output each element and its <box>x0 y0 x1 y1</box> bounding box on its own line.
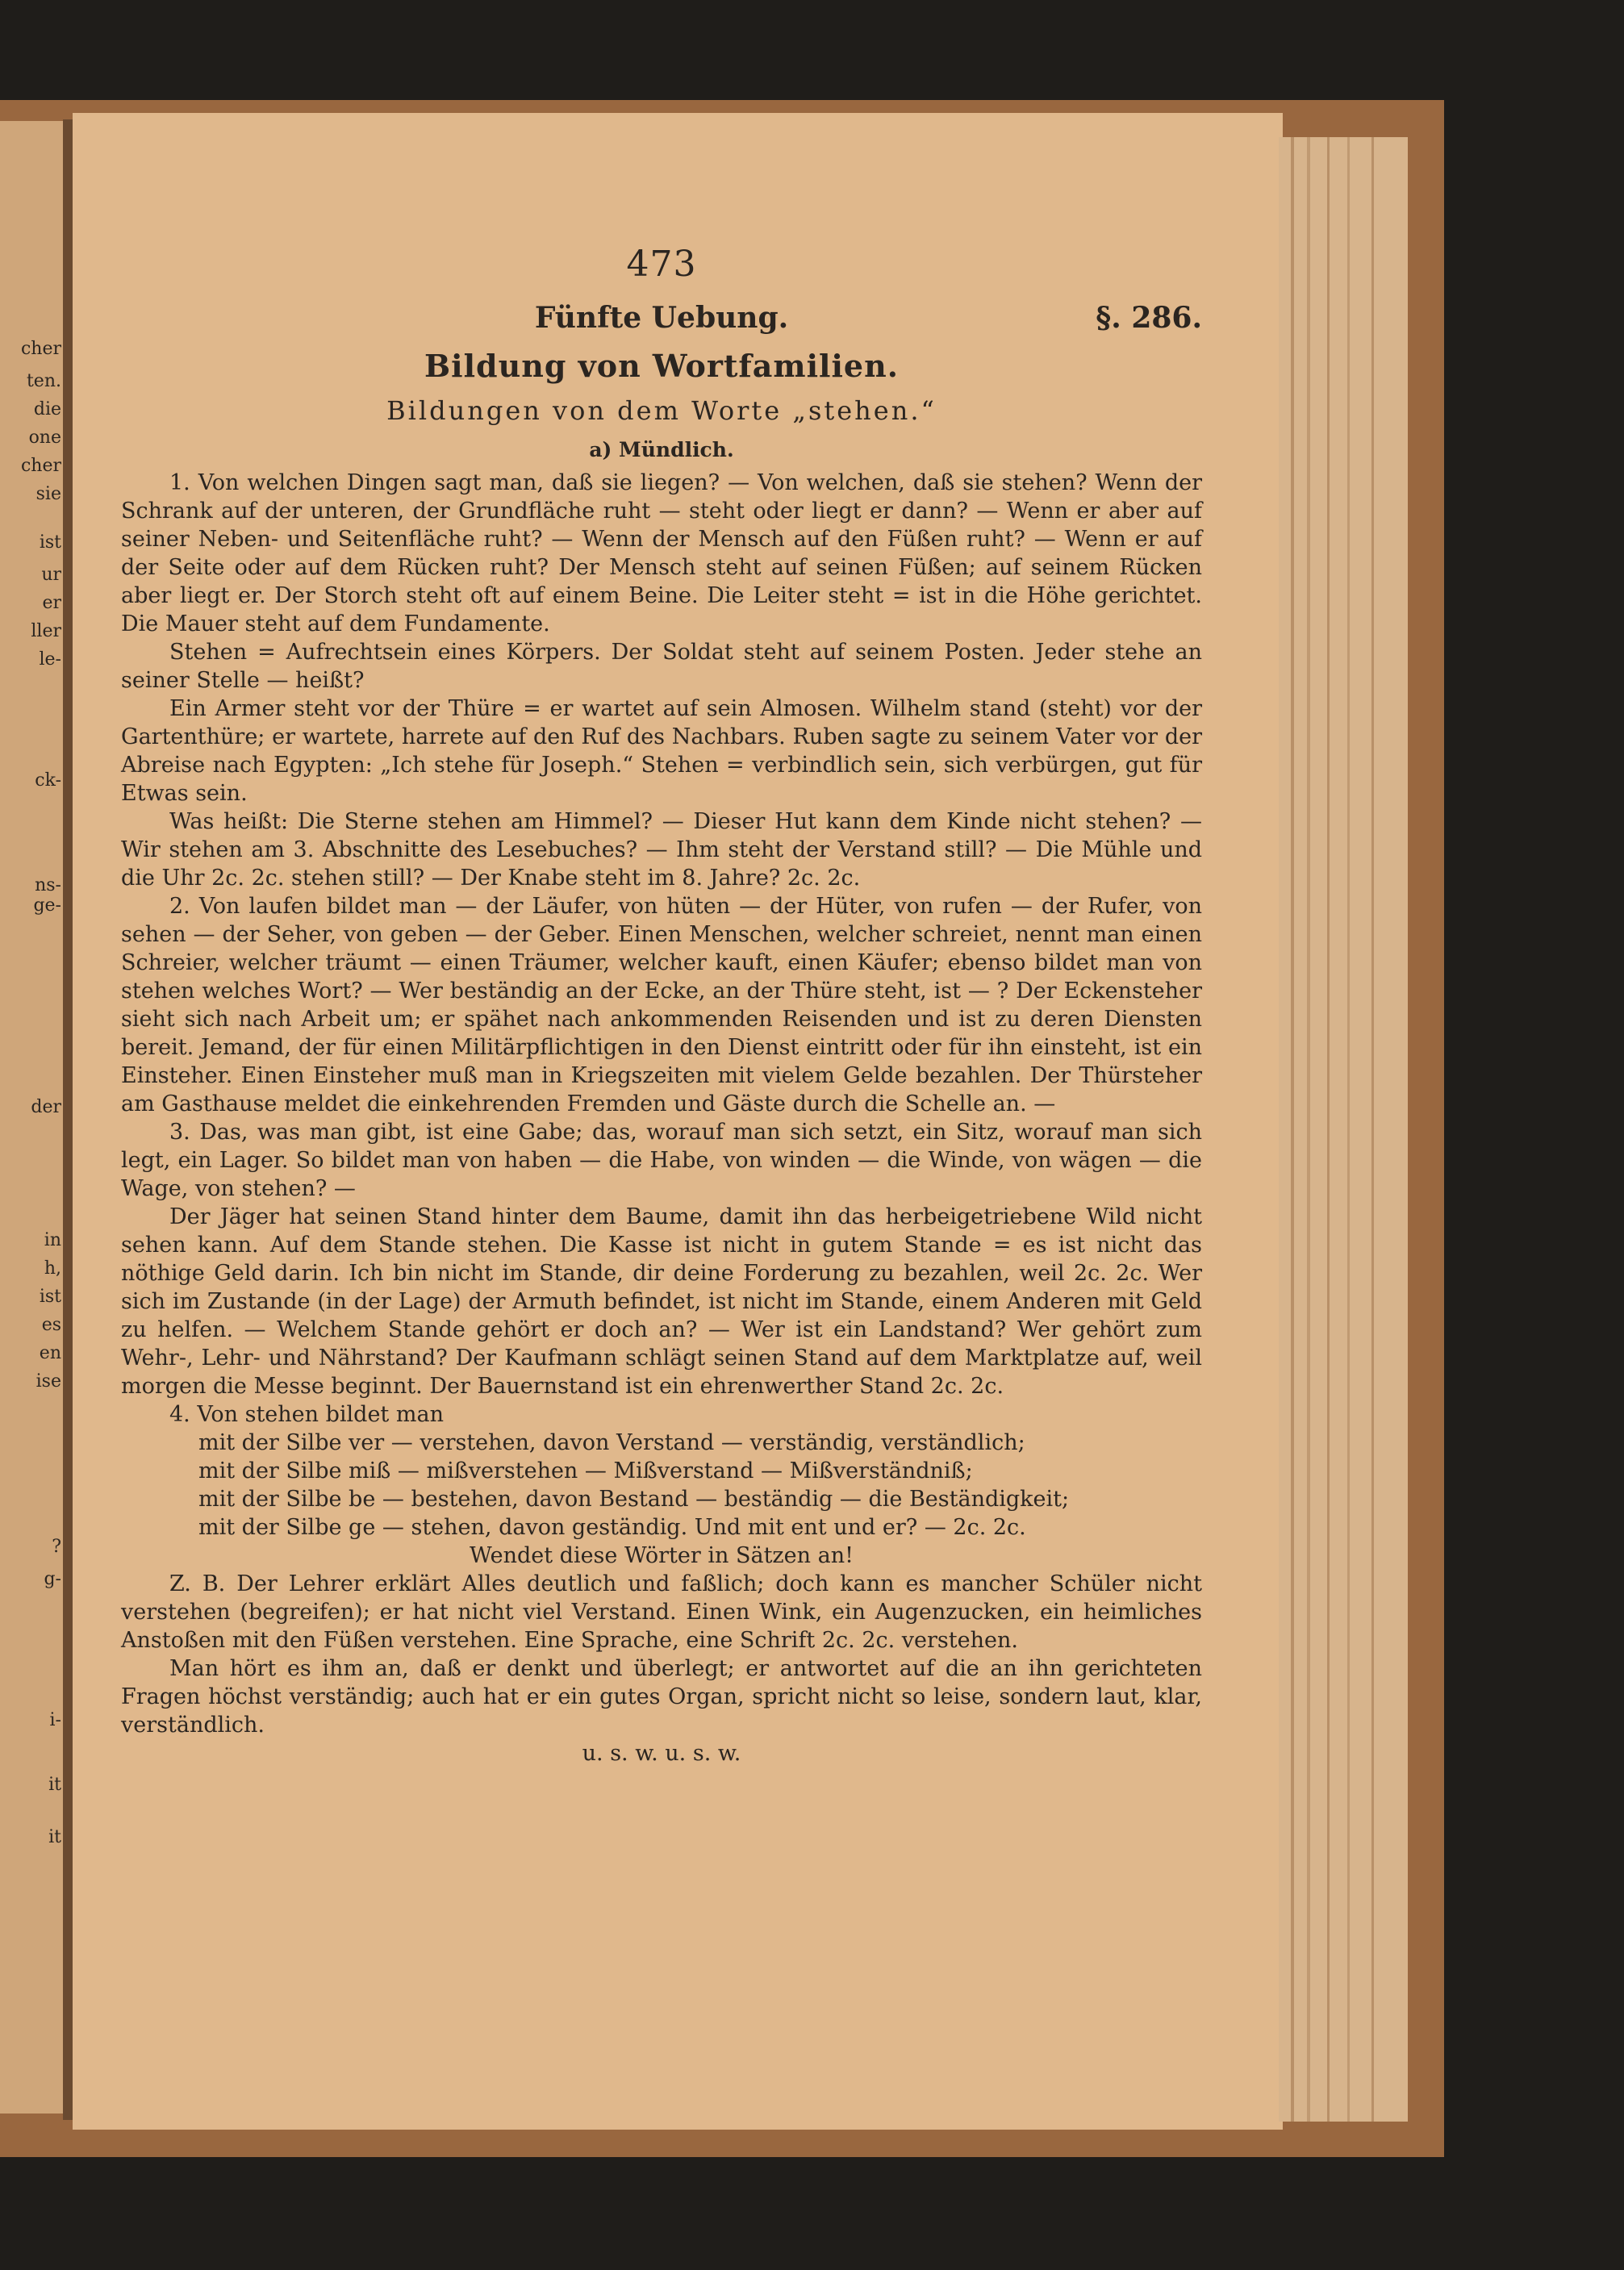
part-label: a) Mündlich. <box>589 438 734 461</box>
left-page-fragment: it <box>48 1827 61 1847</box>
page-number: 473 <box>626 244 697 285</box>
left-page-fragment: h, <box>44 1258 61 1279</box>
left-page-fragment: ise <box>35 1371 61 1392</box>
paragraph-16: u. s. w. u. s. w. <box>582 1741 741 1766</box>
left-page-fragment: ist <box>39 532 61 553</box>
paragraph-8: 4. Von stehen bildet man <box>169 1402 444 1427</box>
paragraph-3: Ein Armer steht vor der Thüre = er wartet auf sein Almosen. Wilhelm stand (steht) vor der Gartenthüre; er wartete, harrete auf den Ruf des Nachbars. Ruben sagte zu seinem Vater vor der Abreise nach Egypten: „Ich stehe für Joseph.“ Stehen = verbindlich sein, sich verbürgen, gut für Etwas sein. <box>121 696 1202 806</box>
left-page-fragment: ller <box>31 621 61 641</box>
paragraph-13: Wendet diese Wörter in Sätzen an! <box>470 1543 854 1568</box>
left-page-fragment: le- <box>39 649 61 670</box>
left-page-fragment: one <box>28 428 61 448</box>
paragraph-2: Stehen = Aufrechtsein eines Körpers. Der Soldat steht auf seinem Posten. Jeder stehe an seiner Stelle — heißt? <box>121 640 1202 693</box>
left-page-fragment: en <box>39 1343 61 1363</box>
paragraph-15: Man hört es ihm an, daß er denkt und überlegt; er antwortet auf die an ihn gerichteten Fragen höchst verständig; auch hat er ein gutes Organ, spricht nicht so leise, sondern laut, klar, verständlich. <box>121 1656 1202 1738</box>
left-page-fragment: er <box>42 593 61 613</box>
left-page-fragment: cher <box>20 456 61 476</box>
paragraph-14: Z. B. Der Lehrer erklärt Alles deutlich und faßlich; doch kann es mancher Schüler nicht verstehen (begreifen); er hat nicht viel Verstand. Einen Wink, ein Augenzucken, ein heimliches Anstoßen mit den Füßen verstehen. Eine Sprache, eine Schrift 2c. 2c. verstehen. <box>121 1571 1202 1653</box>
left-page-fragment: es <box>41 1315 61 1335</box>
left-page-fragment: in <box>44 1230 61 1250</box>
left-page-fragment: i- <box>49 1710 61 1730</box>
paragraph-12: mit der Silbe ge — stehen, davon geständig. Und mit ent und er? — 2c. 2c. <box>198 1515 1026 1540</box>
left-page-fragment: ten. <box>26 371 61 391</box>
section-title: Fünfte Uebung. <box>534 301 789 335</box>
section-caption: Bildungen von dem Worte „stehen.“ <box>386 395 937 426</box>
page-edges <box>1279 137 1408 2122</box>
left-page-fragment: ? <box>52 1537 61 1557</box>
left-page-fragment: der <box>31 1097 61 1117</box>
left-page-fragments <box>0 0 66 2270</box>
paragraph-4: Was heißt: Die Sterne stehen am Himmel? — Dieser Hut kann dem Kinde nicht stehen? — Wir stehen am 3. Abschnitte des Lesebuches? — Ihm steht der Verstand still? — Die Mühle und die Uhr 2c. 2c. stehen still? — Der Knabe steht im 8. Jahre? 2c. 2c. <box>121 809 1202 891</box>
paragraph-10: mit der Silbe miß — mißverstehen — Mißverstand — Mißverständniß; <box>198 1458 973 1483</box>
section-subtitle: Bildung von Wortfamilien. <box>424 348 899 384</box>
left-page-fragment: ist <box>39 1287 61 1307</box>
left-page-fragment: die <box>33 399 61 419</box>
right-page-text <box>121 202 1202 1767</box>
paragraph-6: 3. Das, was man gibt, ist eine Gabe; das, worauf man sich setzt, ein Sitz, worauf man sich legt, ein Lager. So bildet man von haben — die Habe, von winden — die Winde, von wägen — die Wage, von stehen? — <box>121 1120 1202 1201</box>
left-page-fragment: ns- <box>35 875 61 895</box>
left-page-fragment: it <box>48 1775 61 1795</box>
section-header <box>121 293 1202 343</box>
left-page-fragment: ur <box>41 565 61 585</box>
paragraph-11: mit der Silbe be — bestehen, davon Bestand — beständig — die Beständigkeit; <box>198 1487 1070 1512</box>
left-page-fragment: sie <box>35 484 61 504</box>
left-page-fragment: cher <box>20 339 61 359</box>
paragraph-9: mit der Silbe ver — verstehen, davon Verstand — verständig, verständlich; <box>198 1430 1025 1455</box>
paragraph-7: Der Jäger hat seinen Stand hinter dem Baume, damit ihn das herbeigetriebene Wild nicht sehen kann. Auf dem Stande stehen. Die Kasse ist nicht in gutem Stande = es ist nicht das nöthige Geld darin. Ich bin nicht im Stande, dir deine Forderung zu bezahlen, weil 2c. 2c. Wer sich im Zustande (in der Lage) der Armuth befindet, ist nicht im Stande, einem Anderen mit Geld zu helfen. — Welchem Stande gehört er doch an? — Wer ist ein Landstand? Wer gehört zum Wehr-, Lehr- und Nährstand? Der Kaufmann schlägt seinen Stand auf dem Marktplatze auf, weil morgen die Messe beginnt. Der Bauernstand ist ein ehrenwerther Stand 2c. 2c. <box>121 1204 1202 1399</box>
paragraph-1: 1. Von welchen Dingen sagt man, daß sie liegen? — Von welchen, daß sie stehen? Wenn der Schrank auf der unteren, der Grundfläche ruht — steht oder liegt er dann? — Wenn er aber auf seiner Neben- und Seitenfläche ruht? — Wenn der Mensch auf den Füßen ruht? — Wenn er auf der Seite oder auf dem Rücken ruht? Der Mensch steht auf seinen Füßen; auf seinem Rücken aber liegt er. Der Storch steht oft auf einem Beine. Die Leiter steht = ist in die Höhe gerichtet. Die Mauer steht auf dem Fundamente. <box>121 470 1202 636</box>
left-page-fragment: ge- <box>33 895 61 916</box>
paragraph-5: 2. Von laufen bildet man — der Läufer, von hüten — der Hüter, von rufen — der Rufer, von sehen — der Seher, von geben — der Geber. Einen Menschen, welcher schreiet, nennt man einen Schreier, welcher träumt — einen Träumer, welcher kauft, einen Käufer; ebenso bildet man von stehen welches Wort? — Wer beständig an der Ecke, an der Thüre steht, ist — ? Der Eckensteher sieht sich nach Arbeit um; er spähet nach ankommenden Reisenden und ist zu deren Diensten bereit. Jemand, der für einen Militärpflichtigen in den Dienst eintritt oder für ihn einsteht, ist ein Einsteher. Einen Einsteher muß man in Kriegszeiten mit vielem Gelde bezahlen. Der Thürsteher am Gasthause meldet die einkehrenden Fremden und Gäste durch die Schelle an. — <box>121 894 1202 1116</box>
left-page-fragment: g- <box>44 1569 61 1589</box>
left-page-fragment: ck- <box>35 770 61 791</box>
section-number: §. 286. <box>1096 301 1202 335</box>
